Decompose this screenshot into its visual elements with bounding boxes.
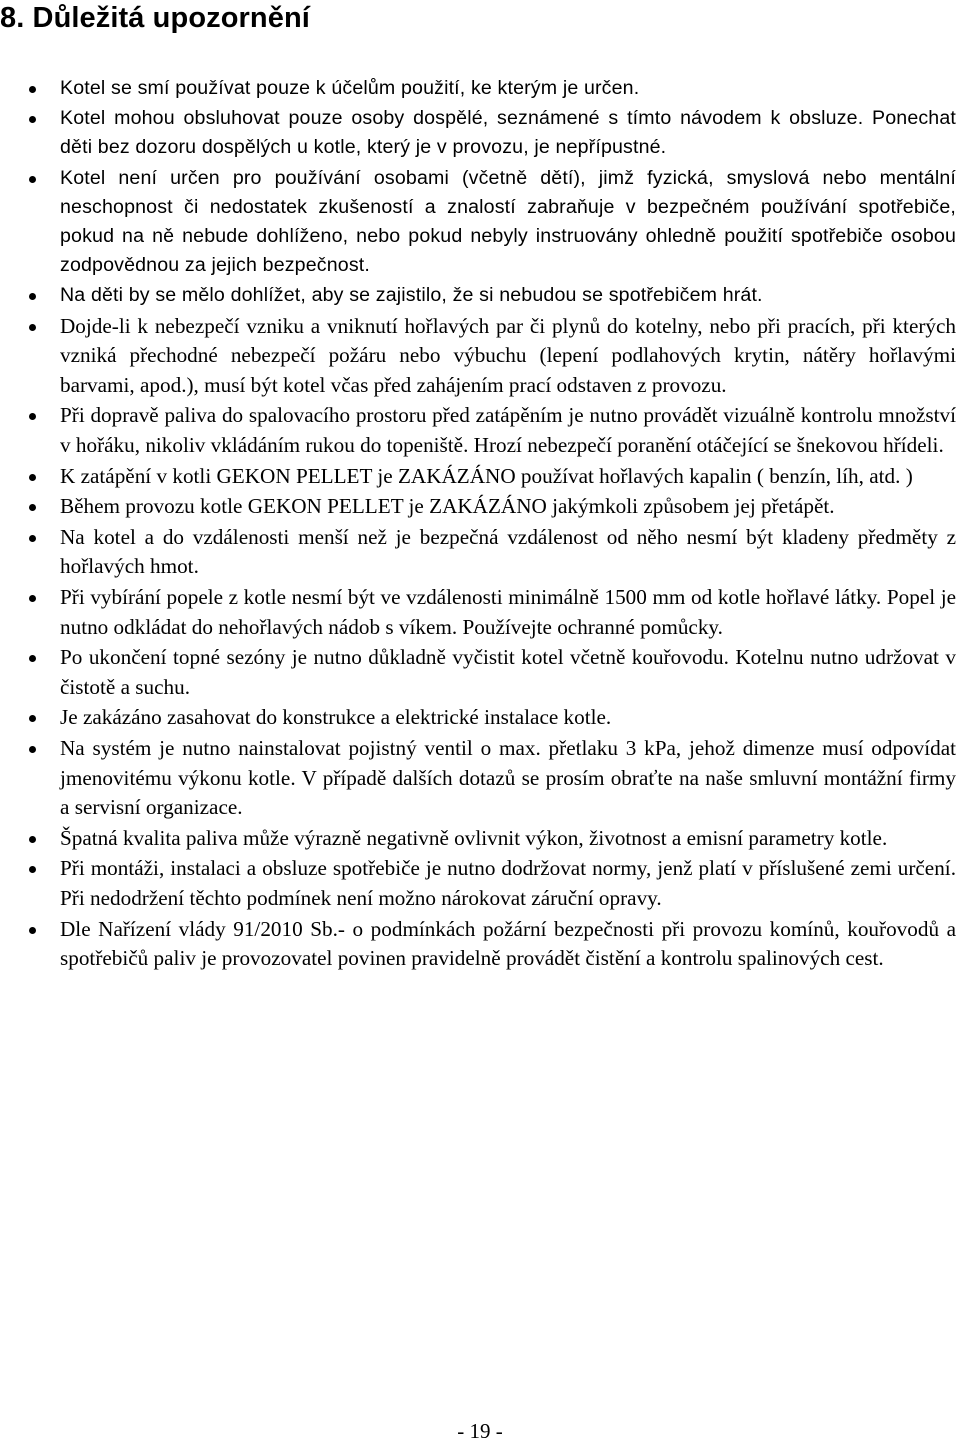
list-item-text: Kotel není určen pro používání osobami (včetně dětí), jimž fyzická, smyslová nebo mentální neschopnost či nedostatek zkušeností a znalostí zabraňuje v bezpečném používání spotřebiče, pokud na ně nebude dohlíženo, nebo pokud nebyly instruovány ohledně použití spotřebiče osobou zodpovědnou za jejich bezpečnost. [60, 166, 956, 277]
warnings-list [0, 74, 960, 975]
list-item-text: Během provozu kotle GEKON PELLET je ZAKÁZÁNO jakýmkoli způsobem jej přetápět. [60, 494, 835, 519]
bullet-icon [29, 116, 36, 123]
bullet-icon [29, 715, 36, 722]
bullet-icon [29, 413, 36, 420]
list-item-text: Je zakázáno zasahovat do konstrukce a elektrické instalace kotle. [60, 705, 612, 730]
list-item-text: Špatná kvalita paliva může výrazně negativně ovlivnit výkon, životnost a emisní parametry kotle. [60, 825, 888, 850]
list-item [0, 824, 956, 854]
list-item [0, 104, 956, 162]
list-item-text: Po ukončení topné sezóny je nutno důkladně vyčistit kotel včetně kouřovodu. Kotelnu nutno udržovat v čistotě a suchu. [60, 645, 956, 699]
bullet-icon [29, 86, 36, 93]
list-item [0, 523, 956, 582]
page-number: - 19 - [457, 1419, 503, 1443]
section-heading: 8. Důležitá upozornění [0, 2, 310, 34]
list-item [0, 643, 956, 702]
list-item-text: Kotel mohou obsluhovat pouze osoby dospělé, seznámené s tímto návodem k obsluze. Ponechat děti bez dozoru dospělých u kotle, který je v provozu, je nepřípustné. [60, 107, 956, 159]
list-item-text: Na kotel a do vzdálenosti menší než je bezpečná vzdálenost od něho nesmí být kladeny předměty z hořlavých hmot. [60, 524, 956, 579]
list-item [0, 281, 956, 310]
list-item-text: Dojde-li k nebezpečí vzniku a vniknutí hořlavých par či plynů do kotelny, nebo při pracích, při kterých vzniká přechodné nebezpečí požáru nebo výbuchu (lepení podlahových krytin, nátěry hořlavými barvami, apod.), musí být kotel včas před zahájením prací odstaven z provozu. [60, 313, 956, 397]
list-item [0, 312, 956, 401]
list-item [0, 492, 956, 522]
list-item-text: Kotel se smí používat pouze k účelům použití, ke kterým je určen. [60, 77, 640, 99]
list-item-text: K zatápění v kotli GEKON PELLET je ZAKÁZÁNO používat hořlavých kapalin ( benzín, líh, atd. ) [60, 463, 913, 488]
list-item [0, 74, 956, 103]
list-item-text: Dle Nařízení vlády 91/2010 Sb.- o podmínkách požární bezpečnosti při provozu komínů, kouřovodů a spotřebičů paliv je provozovatel povinen pravidelně provádět čistění a kontrolu spalinových cest. [60, 916, 956, 971]
list-item [0, 462, 956, 492]
list-item [0, 164, 956, 281]
list-item [0, 401, 956, 460]
bullet-icon [29, 324, 36, 331]
list-item-text: Na systém je nutno nainstalovat pojistný ventil o max. přetlaku 3 kPa, jehož dimenze musí odpovídat jmenovitému výkonu kotle. V případě dalších dotazů se prosím obraťte na naše smluvní montážní firmy a servisní organizace. [60, 735, 956, 820]
list-item-text: Na děti by se mělo dohlížet, aby se zajistilo, že si nebudou se spotřebičem hrát. [60, 284, 763, 307]
bullet-icon [29, 504, 36, 511]
list-item [0, 703, 956, 733]
list-item-text: Při vybírání popele z kotle nesmí být ve vzdálenosti minimálně 1500 mm od kotle hořlavé látky. Popel je nutno odkládat do nehořlavých nádob s víkem. Používejte ochranné pomůcky. [60, 584, 956, 639]
list-item [0, 854, 956, 913]
bullet-icon [29, 655, 36, 662]
bullet-icon [29, 927, 36, 934]
list-item [0, 734, 956, 823]
bullet-icon [29, 474, 36, 481]
list-item-text: Při montáži, instalaci a obsluze spotřebiče je nutno dodržovat normy, jenž platí v příslušené zemi určení. Při nedodržení těchto podmínek není možno nárokovat záruční opravy. [60, 856, 956, 910]
list-item [0, 915, 956, 974]
bullet-icon [29, 176, 36, 183]
bullet-icon [29, 746, 36, 753]
list-item-text: Při dopravě paliva do spalovacího prostoru před zatápěním je nutno provádět vizuálně kontrolu množství v hořáku, nikoliv vkládáním rukou do topeniště. Hrozí nebezpečí poranění otáčející se šnekovou hřídeli. [60, 403, 956, 457]
bullet-icon [29, 836, 36, 843]
bullet-icon [29, 535, 36, 542]
list-item [0, 583, 956, 642]
bullet-icon [29, 595, 36, 602]
bullet-icon [29, 866, 36, 873]
bullet-icon [29, 293, 36, 300]
